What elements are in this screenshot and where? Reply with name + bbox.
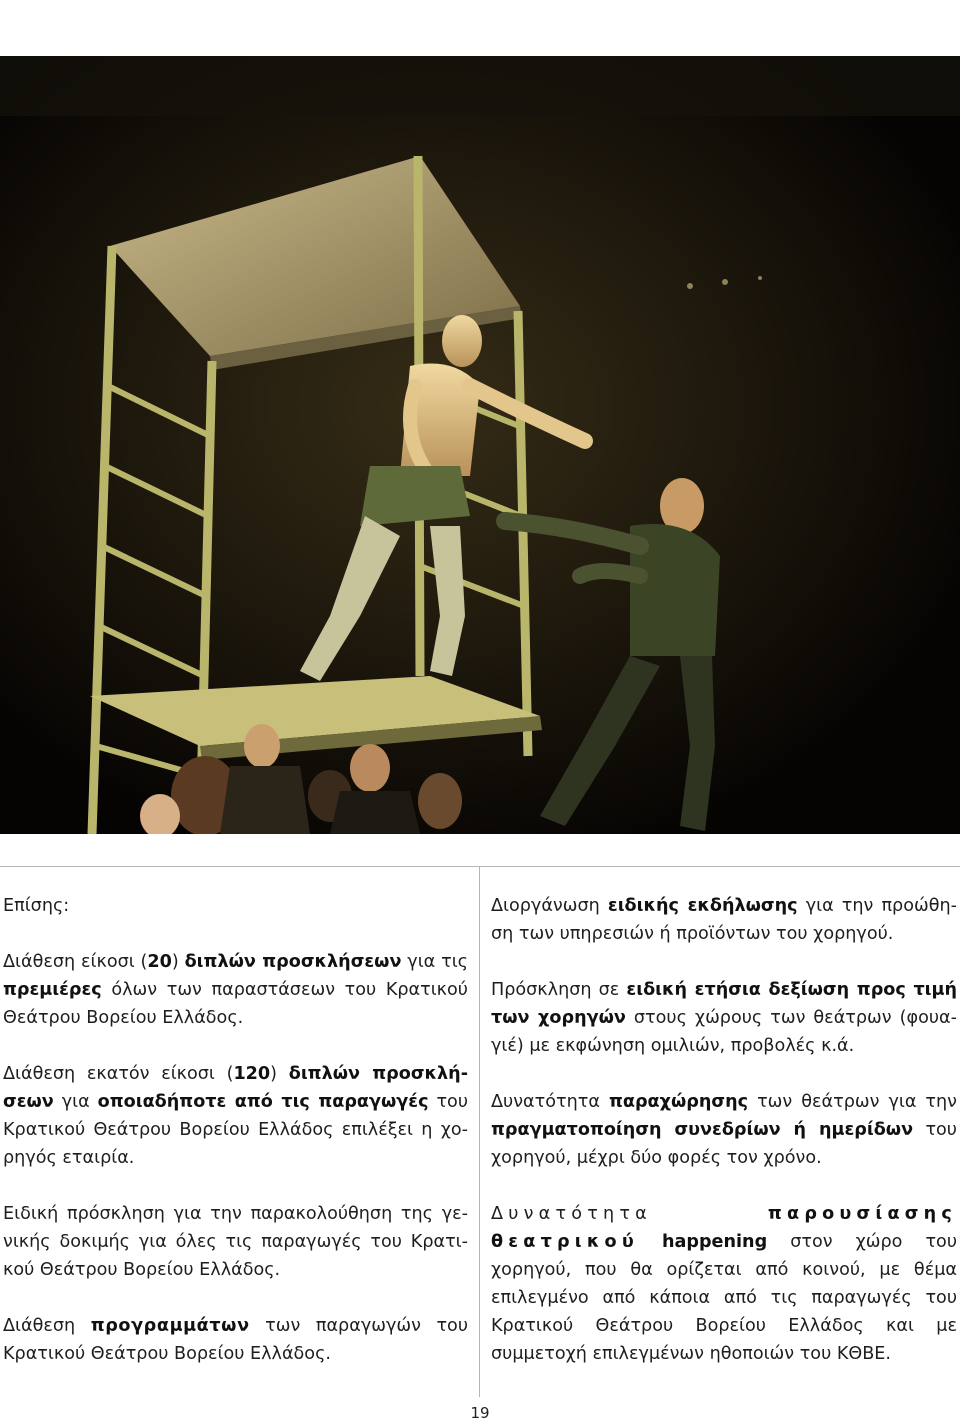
benefit-annual-reception: Πρόσκληση σε ειδική ετήσια δεξίωση προς τιμή των χορηγών στους χώρους των θεάτρων (φουαγιέ) με εκφώνηση ομιλιών, προβολές κ.ά. [491, 980, 957, 1056]
benefit-premiere-invitations: Διάθεση είκοσι (20) διπλών προσκλήσεων για τις πρεμιέρες όλων των παραστάσεων του Κρατικού Θεάτρου Βορείου Ελλάδος. [3, 952, 468, 1028]
benefit-special-event: Διοργάνωση ειδικής εκδήλωσης για την προώθηση των υπηρεσιών ή προϊόντων του χορηγού. [491, 896, 957, 944]
stage-photo-illustration [0, 56, 960, 834]
benefit-theatre-happening: Δυνατότητα παρουσίασης θεατρικού happening στον χώρο του χορηγού, που θα ορίζεται από κοινού, με θέμα επιλεγμένο από κάποια από τις παραγωγές του Κρατικού Θεάτρου Βορείου Ελλάδος και με συμμετοχή επιλεγμένων ηθοποιών του ΚΘΒΕ. [491, 1204, 957, 1364]
benefit-dress-rehearsal: Ειδική πρόσκληση για την παρακολούθηση της γενικής δοκιμής για όλες τις παραγωγές του Κρατικού Θεάτρου Βορείου Ελλάδος. [3, 1204, 468, 1280]
benefit-production-invitations: Διάθεση εκατόν είκοσι (120) διπλών προσκλήσεων για οποιαδήποτε από τις παραγωγές του Κρατικού Θεάτρου Βορείου Ελλάδος επιλέξει η χορηγός εταιρία. [3, 1064, 468, 1168]
benefit-programmes: Διάθεση προγραμμάτων των παραγωγών του Κρατικού Θεάτρου Βορείου Ελλάδος. [3, 1316, 468, 1364]
vertical-divider [479, 866, 480, 1397]
horizontal-divider [0, 866, 960, 867]
page-number: 19 [470, 1404, 490, 1422]
stage-rigging [0, 56, 960, 116]
intro-heading: Επίσης: [3, 896, 70, 916]
right-column [491, 892, 957, 1368]
left-column [3, 892, 468, 1368]
stage-photo [0, 56, 960, 834]
benefit-venue-provision: Δυνατότητα παραχώρησης των θεάτρων για την πραγματοποίηση συνεδρίων ή ημερίδων του χορηγού, μέχρι δύο φορές τον χρόνο. [491, 1092, 957, 1168]
